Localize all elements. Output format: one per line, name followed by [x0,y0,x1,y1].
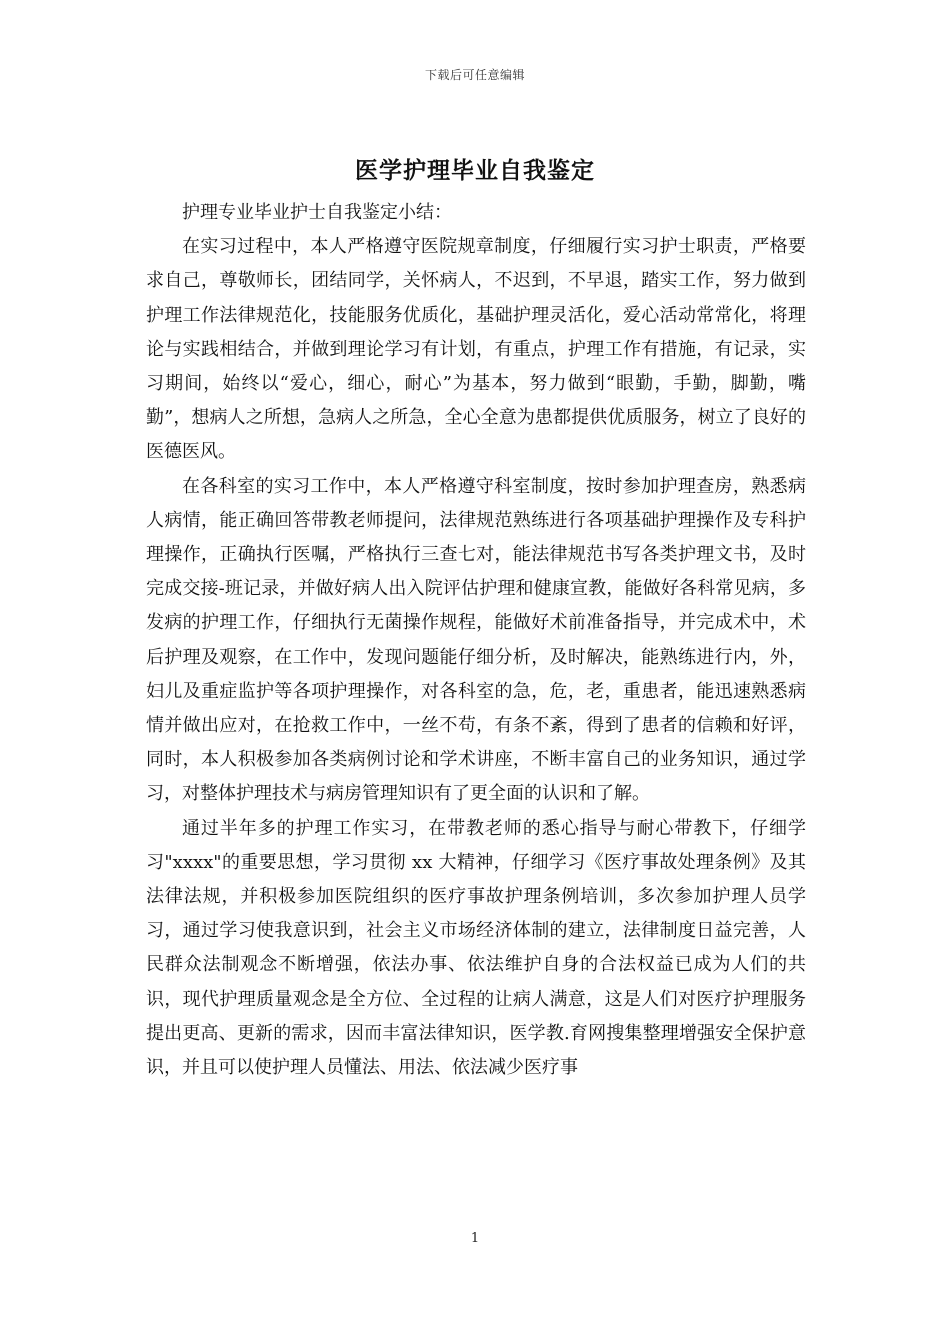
paragraph-legal-study: 通过半年多的护理工作实习，在带教老师的悉心指导与耐心带教下，仔细学习"xxxx"的重要思想，学习贯彻 xx 大精神，仔细学习《医疗事故处理条例》及其法律法规，并积极参加医院组织的医疗事故护理条例培训，多次参加护理人员学习，通过学习使我意识到，社会主义市场经济体制的建立，法律制度日益完善，人民群众法制观念不断增强，依法办事、依法维护自身的合法权益已成为人们的共识，现代护理质量观念是全方位、全过程的让病人满意，这是人们对医疗护理服务提出更高、更新的需求，因而丰富法律知识，医学教.育网搜集整理增强安全保护意识，并且可以使护理人员懂法、用法、依法减少医疗事 [146,817,806,1079]
document-body [146,196,806,1085]
document-title: 医学护理毕业自我鉴定 [355,157,595,184]
paragraph-internship-conduct: 在实习过程中，本人严格遵守医院规章制度，仔细履行实习护士职责，严格要求自己，尊敬师长，团结同学，关怀病人，不迟到，不早退，踏实工作，努力做到护理工作法律规范化，技能服务优质化，基础护理灵活化，爱心活动常常化，将理论与实践相结合，并做到理论学习有计划，有重点，护理工作有措施，有记录，实习期间，始终以“爱心，细心，耐心”为基本，努力做到“眼勤，手勤，脚勤，嘴勤”，想病人之所想，急病人之所急，全心全意为患都提供优质服务，树立了良好的医德医风。 [146,236,806,463]
paragraph-department-work: 在各科室的实习工作中，本人严格遵守科室制度，按时参加护理查房，熟悉病人病情，能正确回答带教老师提问，法律规范熟练进行各项基础护理操作及专科护理操作，正确执行医嘱，严格执行三查七对，能法律规范书写各类护理文书，及时完成交接-班记录，并做好病人出入院评估护理和健康宣教，能做好各科常见病，多发病的护理工作，仔细执行无菌操作规程，能做好术前准备指导，并完成术中，术后护理及观察，在工作中，发现问题能仔细分析，及时解决，能熟练进行内，外，妇儿及重症监护等各项护理操作，对各科室的急，危，老，重患者，能迅速熟悉病情并做出应对，在抢救工作中，一丝不苟，有条不紊，得到了患者的信赖和好评，同时，本人积极参加各类病例讨论和学术讲座，不断丰富自己的业务知识，通过学习，对整体护理技术与病房管理知识有了更全面的认识和了解。 [146,475,806,805]
page-number: 1 [470,1231,480,1246]
page-header-note: 下载后可任意编辑 [424,68,525,82]
paragraph-intro: 护理专业毕业护士自我鉴定小结： [182,202,452,223]
